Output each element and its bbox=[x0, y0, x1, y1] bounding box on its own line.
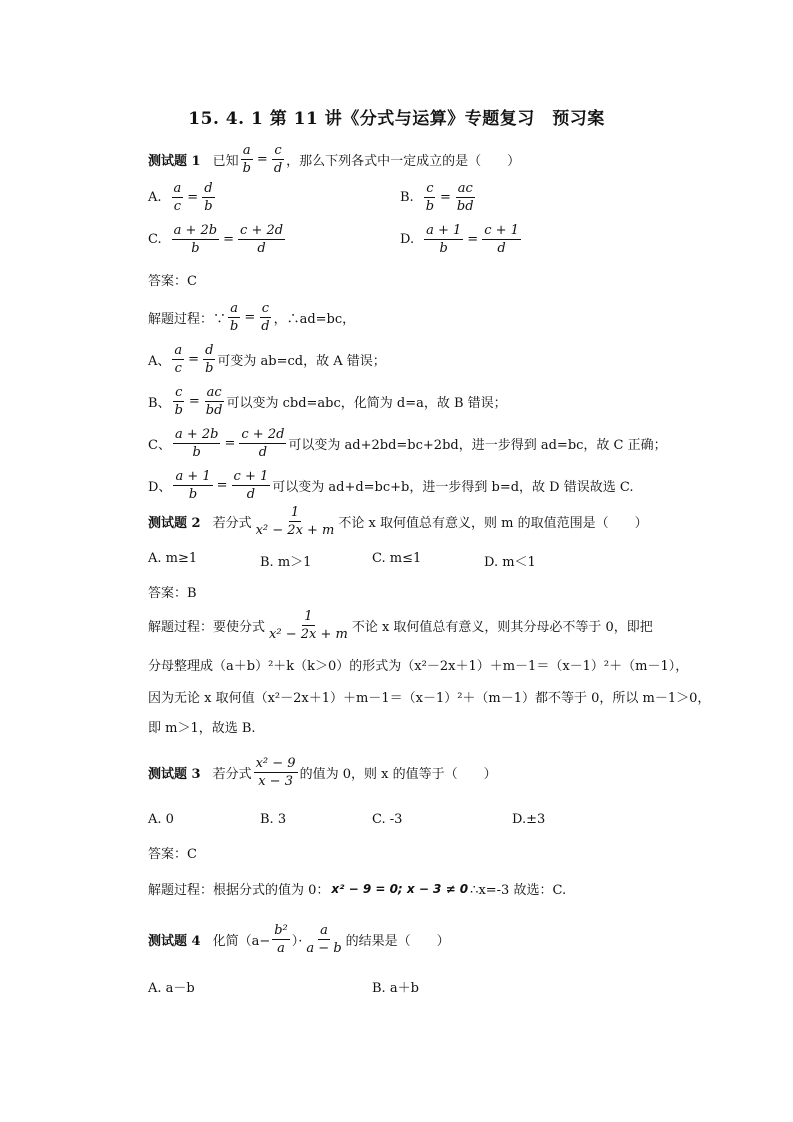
numerator: a + 2b bbox=[174, 427, 219, 442]
numerator: 1 bbox=[304, 609, 313, 624]
question-2-option-d: D. m＜1 bbox=[484, 555, 536, 570]
question-3-option-d: D.±3 bbox=[512, 812, 546, 827]
fraction bbox=[254, 755, 298, 790]
numerator: ac bbox=[457, 181, 473, 196]
fraction bbox=[239, 426, 286, 461]
numerator: a bbox=[174, 343, 183, 358]
fraction bbox=[203, 342, 215, 377]
numerator: d bbox=[205, 343, 214, 358]
question-3-answer: 答案：C bbox=[148, 847, 197, 862]
solution-letter: B、 bbox=[148, 396, 171, 411]
numerator: b² bbox=[274, 923, 288, 938]
question-3-option-a: A. 0 bbox=[148, 812, 174, 827]
question-2-stem-post: 不论 x 取何值总有意义，则 m 的取值范围是（ ） bbox=[338, 516, 648, 531]
fraction bbox=[455, 180, 476, 215]
denominator: b bbox=[205, 361, 214, 376]
fraction bbox=[241, 142, 253, 177]
question-1-option-b: B. $\frac{c}{b}$ = $\frac{ac}{bd}$ bbox=[400, 181, 474, 214]
solution-label: 解题过程：要使分式 bbox=[148, 620, 266, 635]
question-3-option-c: C. -3 bbox=[372, 812, 403, 827]
denominator: x² − 2x + m bbox=[255, 523, 335, 538]
question-1-stem-post: ，那么下列各式中一定成立的是（ ） bbox=[286, 154, 521, 169]
option-letter: C. bbox=[148, 232, 162, 247]
solution-text: 不论 x 取何值总有意义，则其分母必不等于 0，即把 bbox=[351, 620, 653, 635]
numerator: d bbox=[204, 181, 213, 196]
question-4-stem-mid: ）· bbox=[291, 934, 303, 949]
denominator: c bbox=[174, 361, 182, 376]
fraction bbox=[172, 222, 220, 257]
numerator: c bbox=[274, 143, 282, 158]
question-1-stem: 测试题 1 已知 $\frac{a}{b}$ = $\frac{c}{d}$ ，那么下列各式中一定成立的是（ ） bbox=[148, 143, 521, 176]
fraction bbox=[267, 608, 350, 643]
fraction bbox=[424, 180, 436, 215]
solution-label: 解题过程：∵ bbox=[148, 312, 227, 327]
denominator: d bbox=[497, 241, 506, 256]
denominator: b bbox=[242, 161, 251, 176]
option-letter: A. bbox=[148, 190, 162, 205]
question-4-stem bbox=[148, 922, 450, 957]
solution-label: 解题过程：根据分式的值为 0： bbox=[148, 883, 330, 898]
denominator: d bbox=[261, 319, 270, 334]
solution-text: 可变为 ab=cd，故 A 错误； bbox=[217, 354, 386, 369]
question-2-stem-pre: 若分式 bbox=[212, 516, 252, 531]
option-letter: B. bbox=[400, 190, 414, 205]
numerator: a bbox=[242, 143, 251, 158]
question-1-solution-c: C、 $\frac{a + 2b}{b}$ = $\frac{c + 2d}{d}$ 可以变为 ad+2bd=bc+2bd，进一步得到 ad=bc，故 C 正确； bbox=[148, 427, 667, 460]
question-4-option-b: B. a＋b bbox=[372, 981, 419, 996]
question-2-answer: 答案：B bbox=[148, 586, 197, 601]
question-2-option-a: A. m≥1 bbox=[148, 551, 198, 566]
question-4-label: 测试题 4 bbox=[148, 934, 201, 949]
question-1-solution-b: B、 $\frac{c}{b}$ = $\frac{ac}{bd}$ 可以变为 cbd=abc，化简为 d=a，故 B 错误； bbox=[148, 385, 507, 418]
denominator: b bbox=[439, 241, 448, 256]
question-1-option-d: D. $\frac{a + 1}{b}$ = $\frac{c + 1}{d}$ bbox=[400, 223, 519, 256]
denominator: c bbox=[173, 199, 182, 214]
denominator: d bbox=[273, 161, 283, 176]
question-1-stem-pre: 已知 bbox=[212, 154, 239, 169]
question-3-option-b: B. 3 bbox=[260, 812, 287, 827]
fraction bbox=[228, 300, 240, 335]
question-3-label: 测试题 3 bbox=[148, 767, 201, 782]
fraction bbox=[173, 426, 221, 461]
numerator: ac bbox=[206, 385, 222, 400]
fraction bbox=[172, 180, 184, 215]
question-2-solution-line-3: 因为无论 x 取何值（x²－2x＋1）＋m－1＝（x－1）²＋（m－1）都不等于 0，所以 m－1＞0， bbox=[148, 691, 711, 706]
numerator: c + 1 bbox=[233, 469, 269, 484]
fraction bbox=[232, 468, 271, 503]
option-letter: D. bbox=[400, 232, 415, 247]
fraction bbox=[173, 384, 185, 419]
numerator: a bbox=[320, 923, 328, 938]
numerator: c bbox=[426, 181, 434, 196]
denominator: d bbox=[258, 445, 268, 460]
solution-text: ，∴ad=bc， bbox=[273, 312, 356, 327]
question-1-solution-a: A、 $\frac{a}{c}$ = $\frac{d}{b}$ 可变为 ab=cd，故 A 错误； bbox=[148, 343, 386, 376]
question-2-option-b: B. m＞1 bbox=[260, 555, 312, 570]
question-2-solution-line-1 bbox=[148, 608, 653, 643]
question-3-solution bbox=[148, 879, 566, 898]
question-1-option-a: A. $\frac{a}{c}$ = $\frac{d}{b}$ bbox=[148, 181, 213, 214]
denominator: x² − 2x + m bbox=[269, 627, 348, 642]
denominator: bd bbox=[205, 403, 223, 418]
numerator: a + 1 bbox=[175, 469, 211, 484]
denominator: d bbox=[246, 487, 256, 502]
question-1-solution-d: D、 $\frac{a + 1}{b}$ = $\frac{c + 1}{d}$ 可以变为 ad+d=bc+b，进一步得到 b=d，故 D 错误故选 C. bbox=[148, 469, 634, 502]
fraction bbox=[259, 300, 271, 335]
denominator: b bbox=[191, 241, 200, 256]
question-1-label: 测试题 1 bbox=[148, 154, 201, 169]
question-4-stem-post: 的结果是（ ） bbox=[345, 934, 450, 949]
question-3-stem bbox=[148, 755, 497, 790]
denominator: b bbox=[204, 199, 213, 214]
question-1-solution-head: 解题过程：∵ $\frac{a}{b}$ = $\frac{c}{d}$ ，∴ad=bc， bbox=[148, 301, 356, 334]
fraction bbox=[202, 180, 214, 215]
denominator: d bbox=[257, 241, 266, 256]
solution-letter: C、 bbox=[148, 438, 171, 453]
question-2-option-c: C. m≤1 bbox=[372, 551, 422, 566]
page-title: 15. 4. 1 第 11 讲《分式与运算》专题复习 预习案 bbox=[188, 109, 605, 129]
numerator: a bbox=[230, 301, 239, 316]
fraction bbox=[254, 504, 337, 539]
question-4-option-a: A. a－b bbox=[148, 981, 195, 996]
numerator: x² − 9 bbox=[255, 756, 296, 771]
fraction bbox=[238, 222, 285, 257]
question-2-solution-line-2: 分母整理成（a＋b）²＋k（k＞0）的形式为（x²－2x＋1）＋m－1＝（x－1）²＋（m－1）， bbox=[148, 659, 689, 674]
solution-letter: A、 bbox=[148, 354, 171, 369]
question-3-stem-pre: 若分式 bbox=[212, 767, 252, 782]
fraction bbox=[272, 142, 284, 177]
denominator: a − b bbox=[306, 941, 342, 956]
numerator: c bbox=[261, 301, 270, 316]
question-1-option-c: C. $\frac{a + 2b}{b}$ = $\frac{c + 2d}{d}$ bbox=[148, 223, 284, 256]
denominator: b bbox=[230, 319, 239, 334]
question-2-label: 测试题 2 bbox=[148, 516, 201, 531]
denominator: bd bbox=[456, 199, 474, 214]
numerator: a bbox=[173, 181, 182, 196]
denominator: b bbox=[425, 199, 435, 214]
fraction bbox=[304, 922, 343, 957]
numerator: c + 2d bbox=[240, 223, 284, 238]
denominator: x − 3 bbox=[258, 774, 293, 789]
denominator: b bbox=[188, 487, 198, 502]
fraction bbox=[272, 922, 290, 957]
denominator: b bbox=[174, 403, 183, 418]
denominator: b bbox=[192, 445, 201, 460]
fraction bbox=[204, 384, 225, 419]
numerator: c + 1 bbox=[484, 223, 519, 238]
fraction bbox=[173, 468, 212, 503]
solution-text: 可以变为 ad+d=bc+b，进一步得到 b=d，故 D 错误故选 C. bbox=[272, 480, 634, 495]
question-1-answer: 答案：C bbox=[148, 274, 197, 289]
question-3-stem-post: 的值为 0，则 x 的值等于（ ） bbox=[299, 767, 497, 782]
numerator: c bbox=[175, 385, 183, 400]
question-2-solution-line-4: 即 m＞1，故选 B. bbox=[148, 721, 256, 736]
denominator: a bbox=[277, 941, 285, 956]
question-2-stem bbox=[148, 504, 648, 539]
solution-letter: D、 bbox=[148, 480, 172, 495]
fraction bbox=[424, 222, 463, 257]
question-4-stem-pre: 化简（a− bbox=[212, 934, 271, 949]
numerator: c + 2d bbox=[241, 427, 285, 442]
solution-text: 可以变为 cbd=abc，化简为 d=a，故 B 错误； bbox=[226, 396, 507, 411]
fraction bbox=[482, 222, 521, 257]
numerator: a + 2b bbox=[173, 223, 218, 238]
solution-text: ∴x=-3 故选：C. bbox=[470, 883, 567, 898]
solution-text: 可以变为 ad+2bd=bc+2bd，进一步得到 ad=bc，故 C 正确； bbox=[288, 438, 667, 453]
numerator: a + 1 bbox=[426, 223, 462, 238]
numerator: 1 bbox=[290, 505, 300, 520]
formula-image: x² − 9 = 0; x − 3 ≠ 0 bbox=[331, 881, 469, 896]
fraction bbox=[172, 342, 184, 377]
